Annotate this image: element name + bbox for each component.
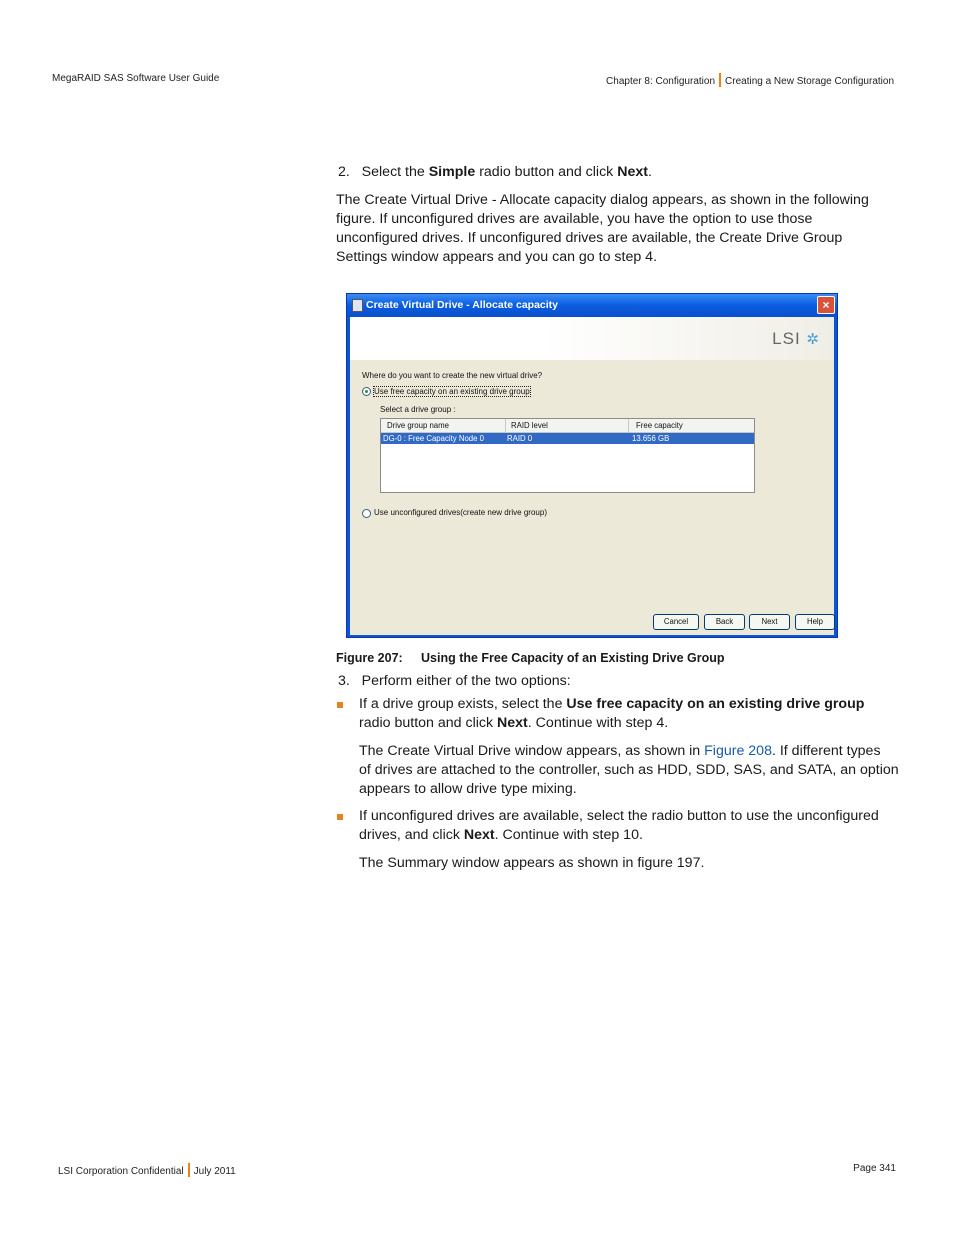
allocate-capacity-dialog [346,293,838,638]
header-chapter: Chapter 8: Configuration [606,76,716,87]
intro-line: Settings window appears and you can go to step 4. [336,249,658,265]
step-text: . [647,164,652,180]
intro-line: figure. If unconfigured drives are available, you have the option to use those [336,211,813,227]
logo-text: LSI [772,329,801,348]
para-1-line: appears to allow drive type mixing. [359,781,577,797]
radio-unconfigured[interactable] [362,509,371,518]
column-header[interactable]: Free capacity [636,421,683,430]
step-text: Perform either of the two options: [361,673,571,689]
step-2 [338,163,652,182]
dialog-titlebar [347,294,837,317]
para-2: The Summary window appears as shown in figure 197. [359,855,705,871]
bullet-1-line [359,714,901,733]
bullet-text: . Continue with step 10. [494,827,643,843]
bullet-1-line [359,695,901,714]
table-row[interactable] [381,433,754,444]
para-1-line [359,742,901,761]
radio-existing-group[interactable] [362,387,371,396]
step-bold: Next [617,164,648,180]
step-3 [338,672,571,691]
close-button[interactable]: × [817,296,835,314]
footer-company: LSI Corporation Confidential [58,1166,184,1177]
running-header-title: MegaRAID SAS Software User Guide [52,73,220,84]
column-divider [628,419,629,432]
bullet-2-line [359,826,901,845]
app-icon [352,299,363,312]
para-text: . If different types [771,743,881,759]
cancel-button[interactable]: Cancel [653,614,699,630]
running-header-chapter [606,73,894,87]
table-header [381,419,754,433]
intro-line: The Create Virtual Drive - Allocate capacity dialog appears, as shown in the following [336,192,869,208]
step-number: 3. [338,673,350,689]
drive-group-table[interactable] [380,418,755,493]
bullet-marker [337,814,343,820]
select-group-label: Select a drive group : [380,405,456,414]
bullet-bold: Next [463,827,495,843]
next-button[interactable]: Next [749,614,790,630]
figure-208-link[interactable]: Figure 208 [704,743,772,759]
step-bold: Simple [428,164,476,180]
bullet-marker [337,702,343,708]
column-header[interactable]: Drive group name [387,421,449,430]
step-text: Select the [361,164,429,180]
dialog-client [350,317,834,635]
footer-divider [188,1163,190,1177]
back-button[interactable]: Back [704,614,745,630]
figure-number: Figure 207: [336,651,403,665]
lsi-logo [772,329,820,349]
dialog-title: Create Virtual Drive - Allocate capacity [366,299,558,311]
bullet-bold: Next [497,715,528,731]
bullet-2-line: If unconfigured drives are available, select the radio button to use the unconfigured [359,808,879,824]
column-header[interactable]: RAID level [511,421,548,430]
cell-raid-level: RAID 0 [507,434,533,443]
para-text: The Create Virtual Drive window appears, as shown in [359,743,705,759]
bullet-text: drives, and click [359,827,464,843]
cell-group-name: DG-0 : Free Capacity Node 0 [383,434,484,443]
step-number: 2. [338,164,350,180]
header-section: Creating a New Storage Configuration [725,76,894,87]
bullet-text: radio button and click [359,715,498,731]
bullet-bold: Use free capacity on an existing drive group [566,696,865,712]
help-button[interactable]: Help [795,614,835,630]
step-text: radio button and click [475,164,618,180]
header-divider [719,73,721,87]
figure-title: Using the Free Capacity of an Existing Drive Group [421,651,725,665]
option-existing-label[interactable]: Use free capacity on an existing drive group [374,387,530,396]
page-number: Page 341 [853,1163,896,1174]
bullet-text: If a drive group exists, select the [359,696,567,712]
cell-free-capacity: 13.656 GB [632,434,670,443]
question-label: Where do you want to create the new virtual drive? [362,371,543,380]
figure-caption [336,651,725,665]
column-divider [505,419,506,432]
para-1-line: of drives are attached to the controller, such as HDD, SDD, SAS, and SATA, an option [359,762,899,778]
logo-star-icon: ✲ [806,331,820,348]
footer-date: July 2011 [193,1166,236,1177]
footer-left [58,1163,236,1177]
dialog-banner [350,317,834,360]
option-unconfigured-label[interactable]: Use unconfigured drives(create new drive group) [374,508,547,517]
intro-line: unconfigured drives. If unconfigured drives are available, the Create Drive Group [336,230,843,246]
bullet-text: . Continue with step 4. [527,715,669,731]
